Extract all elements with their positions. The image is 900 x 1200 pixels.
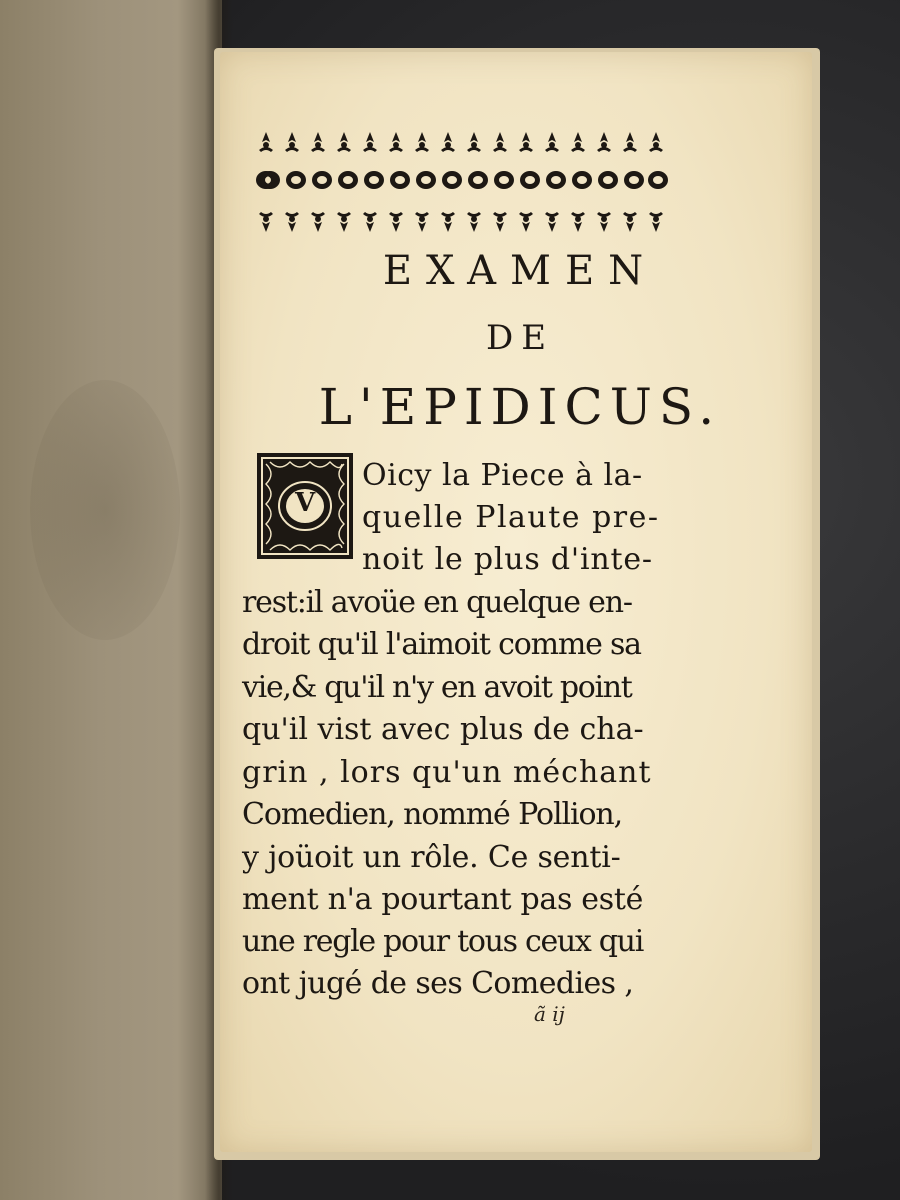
body-line-13: ont jugé de ses Comedies , [242, 966, 634, 1001]
heading-epidicus: L'EPIDICUS. [318, 378, 722, 436]
body-line-3: noit le plus d'inte- [362, 542, 653, 577]
body-line-7: qu'il vist avec plus de cha- [242, 712, 644, 747]
page-stain [30, 380, 180, 640]
fleuron-headpiece-icon [256, 128, 668, 236]
body-line-12: une regle pour tous ceux qui [242, 924, 644, 959]
body-line-9: Comedien, nommé Pollion, [242, 797, 623, 832]
left-page [0, 0, 222, 1200]
body-line-11: ment n'a pourtant pas esté [242, 882, 644, 917]
body-line-8: grin , lors qu'un méchant [242, 755, 652, 790]
heading-examen: EXAMEN [382, 248, 658, 294]
body-line-6: vie,& qu'il n'y en avoit point [242, 670, 632, 705]
drop-cap-letter: V [295, 488, 316, 518]
body-line-5: droit qu'il l'aimoit comme sa [242, 627, 641, 662]
body-line-2: quelle Plaute pre- [362, 500, 660, 535]
body-line-4: rest:il avoüe en quelque en- [242, 585, 632, 620]
body-line-1: Oicy la Piece à la- [362, 458, 643, 493]
signature-mark: ã ij [534, 1002, 565, 1026]
body-line-10: y joüoit un rôle. Ce senti- [242, 840, 621, 875]
heading-de: DE [485, 318, 555, 358]
